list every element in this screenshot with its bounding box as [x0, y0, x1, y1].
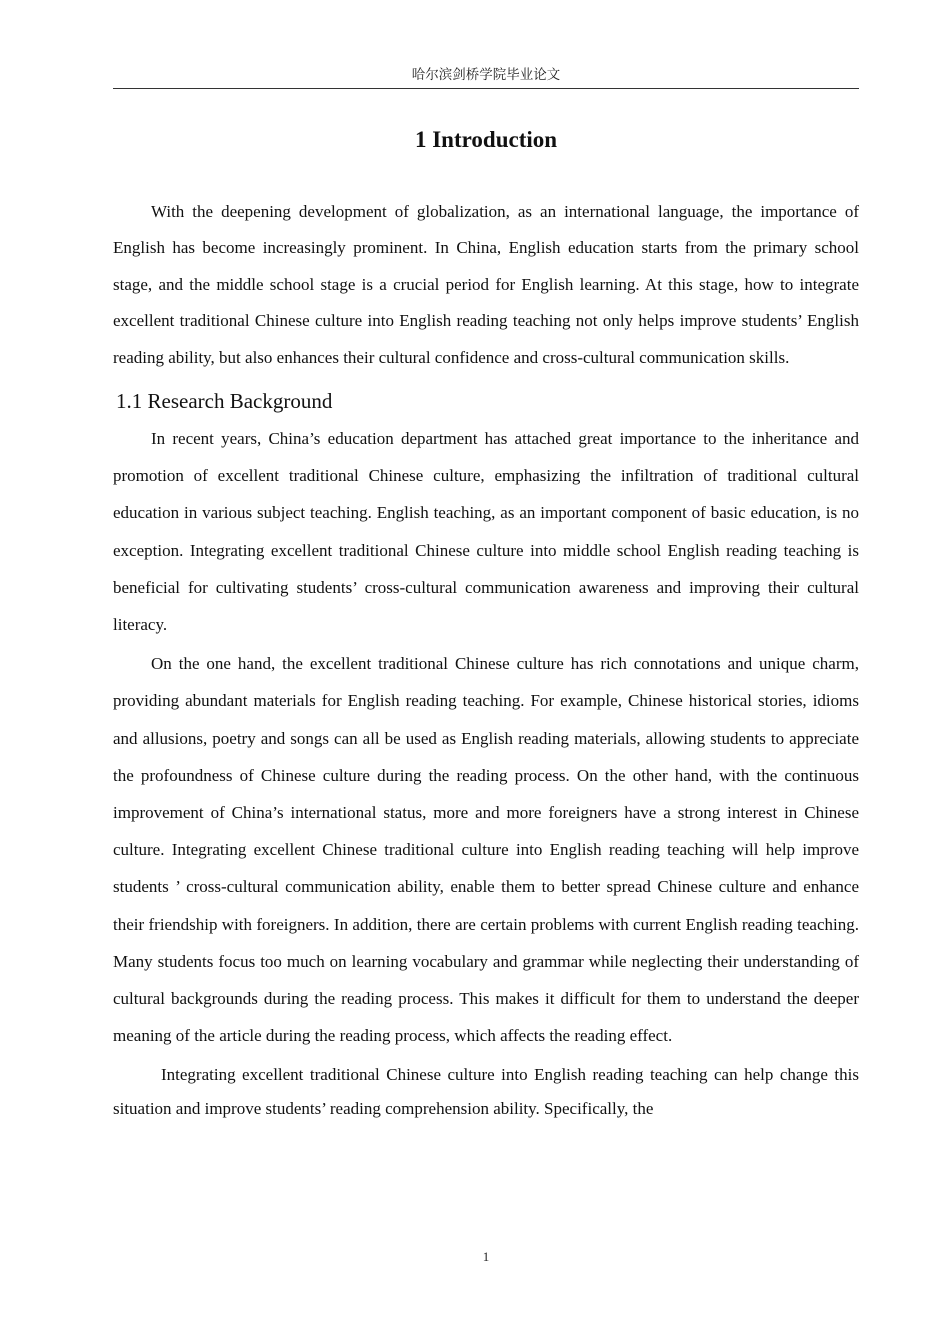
section-heading-research-background: 1.1 Research Background [116, 389, 333, 414]
body-paragraph-3: Integrating excellent traditional Chinese culture into English reading teaching can help change this situation and improve students’ reading comprehension ability. Specifically, the [113, 1065, 859, 1118]
body-paragraph-2: On the one hand, the excellent traditional Chinese culture has rich connotations and unique charm, providing abundant materials for English reading teaching. For example, Chinese historical stories, idioms and allusions, poetry and songs can all be used as English reading materials, allowing students to appreciate the profoundness of Chinese culture during the reading process. On the other hand, with the continuous improvement of China’s international status, more and more foreigners have a strong interest in Chinese culture. Integrating excellent Chinese traditional culture into English reading teaching will help improve students ’ cross-cultural communication ability, enable them to better spread Chinese culture and enhance their friendship with foreigners. In addition, there are certain problems with current English reading teaching. Many students focus too much on learning vocabulary and grammar while neglecting their understanding of cultural backgrounds during the reading process. This makes it difficult for them to understand the deeper meaning of the article during the reading process, which affects the reading effect. [113, 654, 859, 1046]
intro-paragraph: With the deepening development of globalization, as an international language, the importance of English has become increasingly prominent. In China, English education starts from the primary school stage, and the middle school stage is a crucial period for English learning. At this stage, how to integrate excellent traditional Chinese culture into English reading teaching not only helps improve students’ English reading ability, but also enhances their cultural confidence and cross-cultural communication skills. [113, 202, 859, 367]
body-paragraph-1: In recent years, China’s education department has attached great importance to the inheritance and promotion of excellent traditional Chinese culture, emphasizing the infiltration of traditional cultural education in various subject teaching. English teaching, as an important component of basic education, is no exception. Integrating excellent traditional Chinese culture into middle school English reading teaching is beneficial for cultivating students’ cross-cultural communication awareness and improving their cultural literacy. [113, 429, 859, 635]
chapter-title: 1 Introduction [414, 127, 558, 152]
header-rule [113, 88, 859, 89]
page-number: 1 [482, 1249, 490, 1264]
page-body [113, 194, 859, 1125]
running-header: 哈尔滨剑桥学院毕业论文 [411, 67, 561, 83]
